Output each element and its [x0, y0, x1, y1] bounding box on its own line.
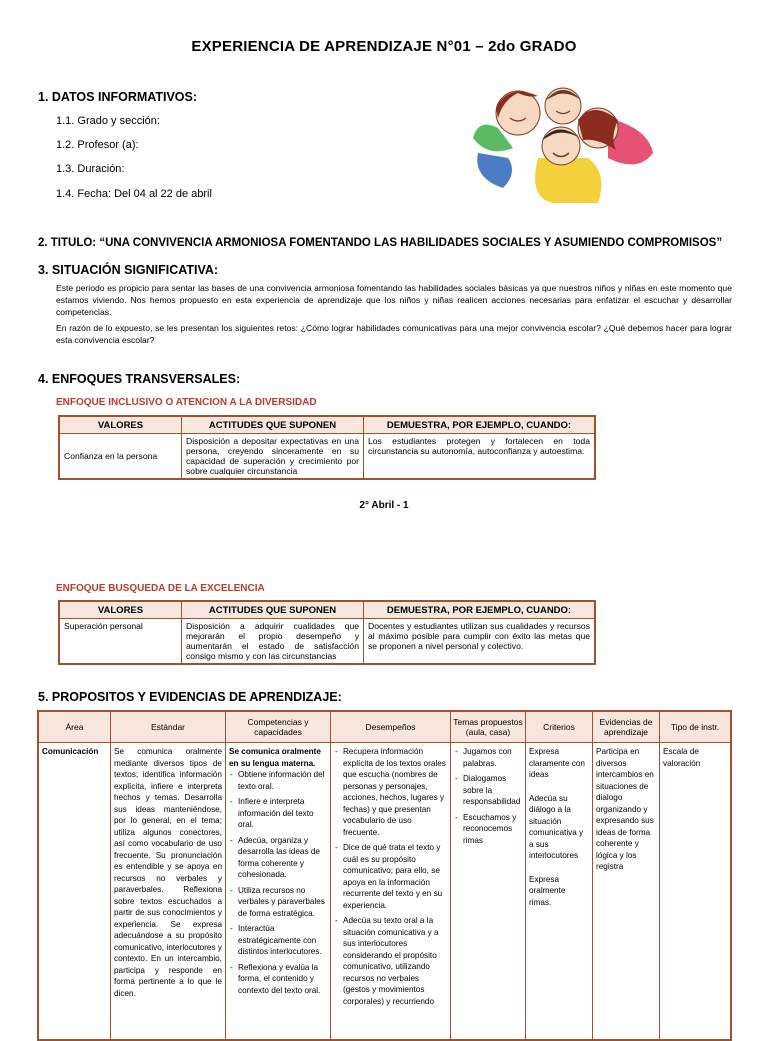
desempenos-list — [334, 746, 447, 1007]
cell-evidencias: Participa en diversos intercambios en situaciones de dialogo organizando y expresando sus ideas de forma coherente y lógica y los registra — [593, 743, 660, 1041]
section-1-heading: 1. DATOS INFORMATIVOS: — [38, 90, 198, 104]
capacidad-item: - Utiliza recursos no verbales y paraverbales de forma estratégica. — [238, 885, 327, 920]
header-criterios: Criterios — [526, 711, 593, 743]
temas-list — [454, 746, 522, 846]
tema-item: - Dialogamos sobre la responsabilidad — [463, 773, 522, 808]
page-note: 2° Abril - 1 — [359, 500, 409, 511]
header-demuestra: DEMUESTRA, POR EJEMPLO, CUANDO: — [364, 601, 596, 619]
header-valores: VALORES — [59, 601, 182, 619]
section-4-heading: 4. ENFOQUES TRANSVERSALES: — [38, 372, 241, 386]
info-duracion: 1.3. Duración: — [56, 163, 125, 175]
cell-instrumento: Escala de valoración — [660, 743, 732, 1041]
desempeno-item: - Adecúa su texto oral a la situación comunicativa y a sus interlocutores considerando el propósito comunicativo, utilizando recursos no verbales (gestos y movimientos corporales) y recurriendo — [343, 915, 447, 1007]
header-demuestra: DEMUESTRA, POR EJEMPLO, CUANDO: — [364, 416, 596, 434]
capacidad-item: - Reflexiona y evalúa la forma, el contenido y contexto del texto oral. — [238, 962, 327, 997]
header-actitudes: ACTITUDES QUE SUPONEN — [182, 416, 364, 434]
header-competencias: Competencias y capacidades — [226, 711, 331, 743]
cell-estandar: Se comunica oralmente mediante diversos tipos de textos; identifica información explícita, infiere e interpreta hechos y temas. Desarrolla sus ideas manteniéndose, por lo general, en el tema; utiliza algunos conectores, así como vocabulario de uso frecuente. Su pronunciación es entendible y se apoya en recursos no verbales y paraverbales. Reflexiona sobre textos escuchados a partir de sus conocimientos y experiencia. Se expresa adecuándose a su propósito comunicativo, interlocutores y contexto. En un intercambio, participa y responde en forma pertinente a lo que le dicen. — [111, 743, 226, 1041]
cell-competencias — [226, 743, 331, 1041]
enfoque-2-title: ENFOQUE BUSQUEDA DE LA EXCELENCIA — [56, 583, 265, 594]
criterio-item: Expresa claramente con ideas — [529, 747, 585, 779]
header-tipo-instr: Tipo de instr. — [660, 711, 732, 743]
header-estandar: Estándar — [111, 711, 226, 743]
tema-item: - Escuchamos y reconocemos rimas — [463, 812, 522, 847]
criterio-item: Expresa oralmente rimas. — [529, 874, 566, 907]
situacion-paragraph-1: Este periodo es propicio para sentar las bases de una convivencia armoniosa fomentando las habilidades sociales básicas ya que nuestros niños y niñas en este momento que estamos viviendo. Nos hemos propuesto en esta experiencia de aprendizaje que los niños y niñas realicen acciones necesarias para enfatizar el escuchar y desarrollar competencias. — [56, 283, 732, 317]
info-grado: 1.1. Grado y sección: — [56, 115, 160, 127]
desempeno-item: - Dice de qué trata el texto y cuál es su propósito comunicativo; para ello, se apoya en la información recurrente del texto y en su experiencia. — [343, 842, 447, 911]
enfoque-2-table — [58, 600, 596, 665]
header-desempenos: Desempeños — [331, 711, 451, 743]
header-temas: Temas propuestos (aula, casa) — [451, 711, 526, 743]
header-area: Área — [38, 711, 111, 743]
enfoque-2-actitud: Disposición a adquirir cualidades que mejorarán el propio desempeño y aumentarán el estado de satisfacción consigo mismo y con las circunstancias — [182, 619, 364, 665]
capacidades-list — [229, 769, 327, 996]
situacion-paragraph-2: En razón de lo expuesto, se les presentan los siguientes retos: ¿Cómo lograr habilidades comunicativas para una mejor convivencia escolar? ¿Qué debemos hacer para lograr esta convivencia escolar? — [56, 323, 732, 345]
cell-temas — [451, 743, 526, 1041]
enfoque-1-title: ENFOQUE INCLUSIVO O ATENCION A LA DIVERSIDAD — [56, 397, 317, 408]
section-2-heading: 2. TITULO: “UNA CONVIVENCIA ARMONIOSA FOMENTANDO LAS HABILIDADES SOCIALES Y ASUMIENDO COMPROMISOS” — [38, 237, 723, 249]
family-illustration — [458, 78, 658, 203]
capacidad-item: - Interactúa estratégicamente con distintos interlocutores. — [238, 923, 327, 958]
section-3-heading: 3. SITUACIÓN SIGNIFICATIVA: — [38, 263, 219, 277]
enfoque-1-table — [58, 415, 596, 480]
cell-area: Comunicación — [38, 743, 111, 1041]
enfoque-2-demuestra: Docentes y estudiantes utilizan sus cualidades y recursos al máximo posible para cumplir con éxito las metas que se proponen a nivel personal y colectivo. — [364, 619, 596, 665]
enfoque-2-valor: Superación personal — [59, 619, 182, 665]
enfoque-1-actitud: Disposición a depositar expectativas en una persona, creyendo sinceramente en su capacidad de superación y crecimiento por sobre cualquier circunstancia — [182, 434, 364, 480]
propositos-table — [37, 710, 732, 1041]
section-5-heading: 5. PROPOSITOS Y EVIDENCIAS DE APRENDIZAJE: — [38, 690, 342, 704]
header-actitudes: ACTITUDES QUE SUPONEN — [182, 601, 364, 619]
header-valores: VALORES — [59, 416, 182, 434]
enfoque-1-demuestra: Los estudiantes protegen y fortalecen en toda circunstancia su autonomía, autoconfianza y autoestima. — [364, 434, 596, 480]
document-title: EXPERIENCIA DE APRENDIZAJE N°01 – 2do GRADO — [191, 38, 577, 55]
enfoque-1-valor: Confianza en la persona — [59, 434, 182, 480]
capacidad-item: - Infiere e interpreta información del texto oral. — [238, 796, 327, 831]
info-profesor: 1.2. Profesor (a): — [56, 139, 139, 151]
desempeno-item: - Recupera información explícita de los textos orales que escucha (nombres de personas y personajes, acciones, hechos, lugares y fechas) y que presentan vocabulario de uso frecuente. — [343, 746, 447, 838]
competencia-title: Se comunica oralmente en su lengua materna. — [229, 747, 321, 768]
info-fecha: 1.4. Fecha: Del 04 al 22 de abril — [56, 188, 212, 200]
criterio-item: Adecúa su diálogo a la situación comunicativa y a sus interlocutores — [529, 793, 584, 860]
header-evidencias: Evidencias de aprendizaje — [593, 711, 660, 743]
capacidad-item: - Obtiene información del texto oral. — [238, 769, 327, 792]
tema-item: - Jugamos con palabras. — [463, 746, 522, 769]
cell-desempenos — [331, 743, 451, 1041]
capacidad-item: - Adecúa, organiza y desarrolla las ideas de forma coherente y cohesionada. — [238, 835, 327, 881]
cell-criterios — [526, 743, 593, 1041]
